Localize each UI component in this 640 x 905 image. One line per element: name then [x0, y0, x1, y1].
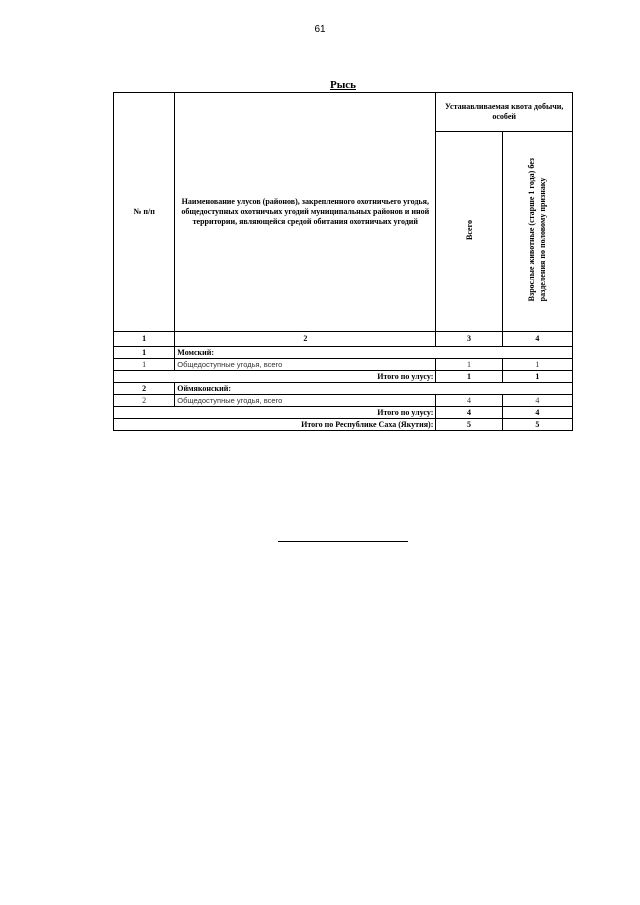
row-name: Общедоступные угодья, всего — [175, 395, 436, 407]
group-number: 2 — [114, 383, 175, 395]
table-row — [114, 359, 573, 371]
table-title: Рысь — [329, 79, 356, 91]
subtotal-total: 4 — [436, 407, 502, 419]
grand-total-label: Итого по Республике Саха (Якутия): — [114, 419, 436, 431]
group-row — [114, 347, 573, 359]
header-adult-line2: разделения по половому признаку — [538, 178, 548, 302]
subtotal-row — [114, 371, 573, 383]
column-index: 3 — [436, 332, 502, 347]
row-number: 1 — [114, 359, 175, 371]
group-name: Момский: — [175, 347, 573, 359]
column-index: 1 — [114, 332, 175, 347]
grand-total-total: 5 — [436, 419, 502, 431]
subtotal-adult: 4 — [502, 407, 572, 419]
column-index-row — [114, 332, 573, 347]
header-adult — [526, 158, 548, 301]
grand-total-row — [114, 419, 573, 431]
column-index: 4 — [502, 332, 572, 347]
subtotal-label: Итого по улусу: — [114, 371, 436, 383]
group-name: Оймяконский: — [175, 383, 573, 395]
header-adult-line1: Взрослые животные (старше 1 года) без — [527, 158, 537, 302]
row-adult: 4 — [502, 395, 572, 407]
subtotal-row — [114, 407, 573, 419]
row-adult: 1 — [502, 359, 572, 371]
group-number: 1 — [114, 347, 175, 359]
header-quota-group: Устанавливаемая квота добычи, особей — [436, 93, 573, 132]
subtotal-label: Итого по улусу: — [114, 407, 436, 419]
column-index: 2 — [175, 332, 436, 347]
header-adult-cell — [502, 132, 572, 332]
quota-table — [113, 92, 573, 431]
page-number: 61 — [314, 24, 326, 35]
row-total: 4 — [436, 395, 502, 407]
subtotal-adult: 1 — [502, 371, 572, 383]
header-number: № п/п — [114, 93, 175, 332]
header-total: Всего — [464, 220, 474, 240]
table-row — [114, 395, 573, 407]
group-row — [114, 383, 573, 395]
header-name: Наименование улусов (районов), закрепленного охотничьего угодья, общедоступных охотничьих угодий муниципальных районов и иной территории, являющейся средой обитания охотничьих угодий — [175, 93, 436, 332]
grand-total-adult: 5 — [502, 419, 572, 431]
row-number: 2 — [114, 395, 175, 407]
row-total: 1 — [436, 359, 502, 371]
end-divider — [278, 541, 408, 542]
subtotal-total: 1 — [436, 371, 502, 383]
row-name: Общедоступные угодья, всего — [175, 359, 436, 371]
header-total-cell — [436, 132, 502, 332]
